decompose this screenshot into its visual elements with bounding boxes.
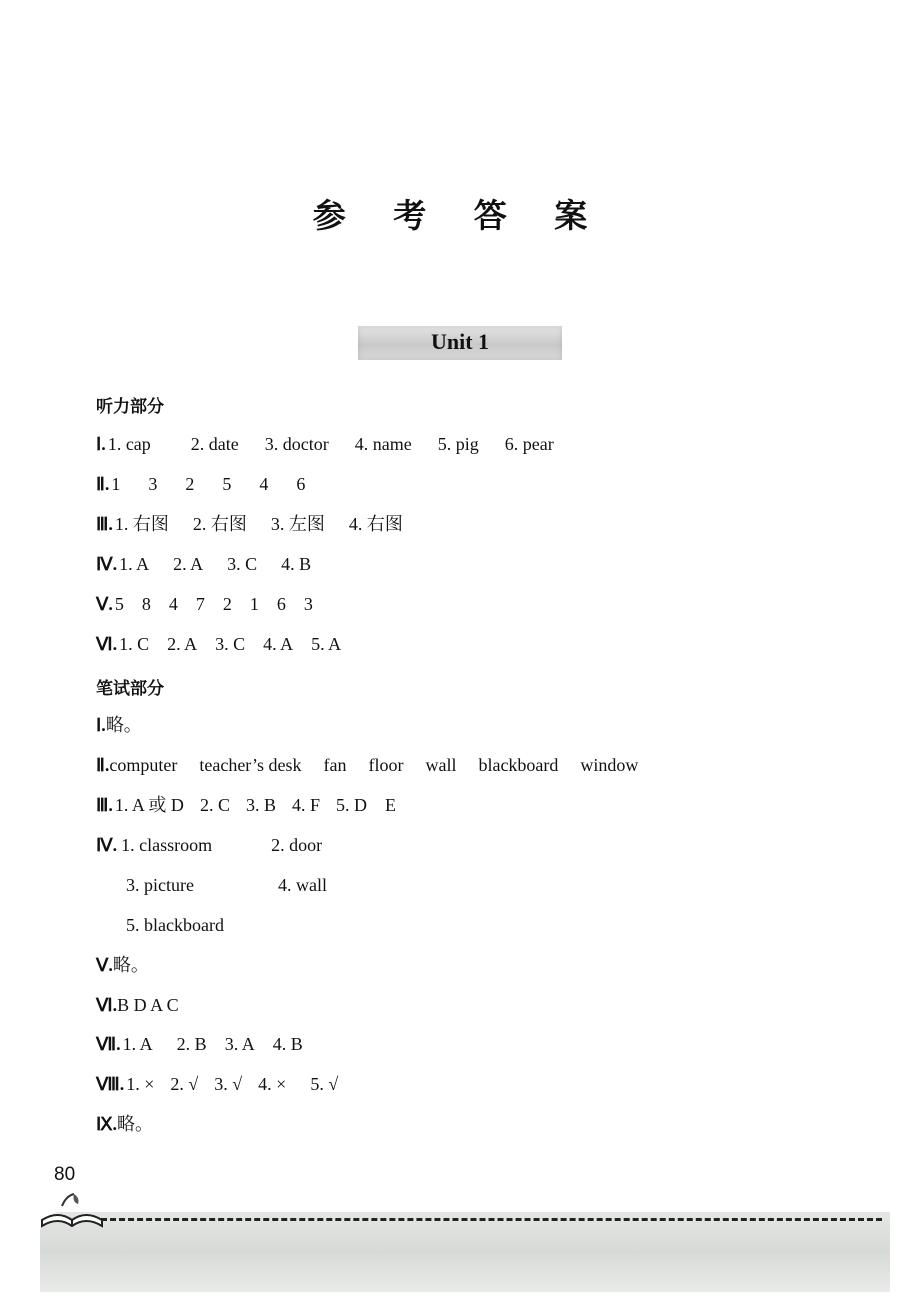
answer: 1. cap [107, 434, 151, 454]
answer: 2. √ [170, 1074, 199, 1094]
answer: 6 [296, 474, 306, 494]
answer: 3. √ [214, 1074, 243, 1094]
open-book-icon [36, 1186, 106, 1238]
answer: 2. 右图 [192, 514, 247, 534]
unit-title: Unit 1 [430, 329, 490, 354]
answer: 4 [168, 594, 178, 614]
answer: 4. A [263, 634, 294, 654]
item-number: Ⅲ. [96, 514, 113, 534]
answer: 1. C [119, 634, 150, 654]
answer: 7 [195, 594, 205, 614]
answer: 1 [111, 474, 121, 494]
item-number: Ⅴ. [96, 594, 113, 614]
listening-item-6 [96, 632, 341, 656]
written-item-4 [96, 833, 322, 857]
answer: 3 [148, 474, 158, 494]
answer: 6. pear [504, 434, 554, 454]
listening-item-3 [96, 512, 403, 536]
answer: 4. 右图 [348, 514, 403, 534]
item-number: Ⅶ. [96, 1034, 121, 1054]
answer: 4. wall [278, 875, 327, 895]
item-number: Ⅳ. [96, 554, 118, 574]
item-number: Ⅵ. [96, 995, 118, 1015]
item-number: Ⅰ. [96, 434, 106, 454]
answer: 8 [141, 594, 151, 614]
listening-item-4 [96, 552, 311, 576]
footer-band [40, 1212, 890, 1292]
answer: 4. F [291, 795, 320, 815]
answer: 3. C [215, 634, 246, 654]
item-number: Ⅷ. [96, 1074, 125, 1094]
answer: blackboard [478, 755, 559, 775]
answer: 5. blackboard [126, 915, 224, 935]
answer: 5. D [335, 795, 367, 815]
item-number: Ⅲ. [96, 795, 113, 815]
answer: floor [368, 755, 404, 775]
answer: teacher’s desk [199, 755, 302, 775]
answer: 3 [303, 594, 313, 614]
written-item-4-cont-2 [126, 913, 224, 937]
answer: 4. name [354, 434, 412, 454]
answer: 4. × [258, 1074, 287, 1094]
item-number: Ⅱ. [96, 755, 110, 775]
answer: wall [425, 755, 457, 775]
item-number: Ⅳ. [96, 835, 118, 855]
written-item-3 [96, 793, 396, 817]
written-item-5 [96, 953, 149, 977]
answer: 3. doctor [264, 434, 329, 454]
answer: 略。 [117, 1114, 154, 1134]
written-item-2 [96, 753, 638, 777]
answer: 1. A [122, 1034, 153, 1054]
listening-item-1 [96, 432, 554, 456]
answer: 5. A [311, 634, 342, 654]
answer: 略。 [112, 955, 149, 975]
written-item-8 [96, 1072, 338, 1096]
answer: 4. B [272, 1034, 303, 1054]
item-number: Ⅰ. [96, 715, 106, 735]
answer: 2. date [190, 434, 239, 454]
written-item-4-cont-1 [126, 873, 327, 897]
answer: 1 [249, 594, 259, 614]
answer: 3. B [245, 795, 276, 815]
answer: 2. A [173, 554, 204, 574]
answer: 2 [222, 594, 232, 614]
answer: 略。 [105, 715, 142, 735]
answer: 2. door [271, 835, 323, 855]
answer: 5. √ [310, 1074, 339, 1094]
item-number: Ⅱ. [96, 474, 110, 494]
listening-heading: 听力部分 [96, 397, 164, 417]
answer: window [580, 755, 639, 775]
answer: 5 [222, 474, 232, 494]
written-item-7 [96, 1032, 303, 1056]
answer: 2 [185, 474, 195, 494]
footer-dashed-rule [92, 1218, 882, 1221]
answer: 5 [114, 594, 124, 614]
answer: E [384, 795, 396, 815]
answer: fan [323, 755, 347, 775]
listening-item-2 [96, 472, 305, 496]
answer: 4 [259, 474, 269, 494]
page-number: 80 [54, 1164, 76, 1185]
written-heading: 笔试部分 [96, 679, 164, 699]
item-number: Ⅸ. [96, 1114, 118, 1134]
answer: 2. C [199, 795, 230, 815]
answer: 1. A [119, 554, 150, 574]
answer: B D A C [117, 995, 179, 1015]
answer: 3. 左图 [270, 514, 325, 534]
answer: 3. C [227, 554, 258, 574]
answer: 1. × [126, 1074, 155, 1094]
answer: 1. classroom [121, 835, 213, 855]
answer: 6 [276, 594, 286, 614]
answer: computer [109, 755, 178, 775]
answer: 4. B [281, 554, 312, 574]
answer: 3. picture [126, 875, 194, 895]
answer: 1. 右图 [114, 514, 169, 534]
answer: 1. A 或 D [114, 795, 184, 815]
written-item-9 [96, 1112, 153, 1136]
answer: 2. A [167, 634, 198, 654]
written-item-6 [96, 993, 179, 1017]
item-number: Ⅵ. [96, 634, 118, 654]
item-number: Ⅴ. [96, 955, 113, 975]
answer: 5. pig [437, 434, 479, 454]
answer: 3. A [224, 1034, 255, 1054]
page-title: 参 考 答 案 [312, 196, 606, 235]
written-item-1 [96, 713, 142, 737]
answer: 2. B [176, 1034, 207, 1054]
listening-item-5 [96, 592, 313, 616]
